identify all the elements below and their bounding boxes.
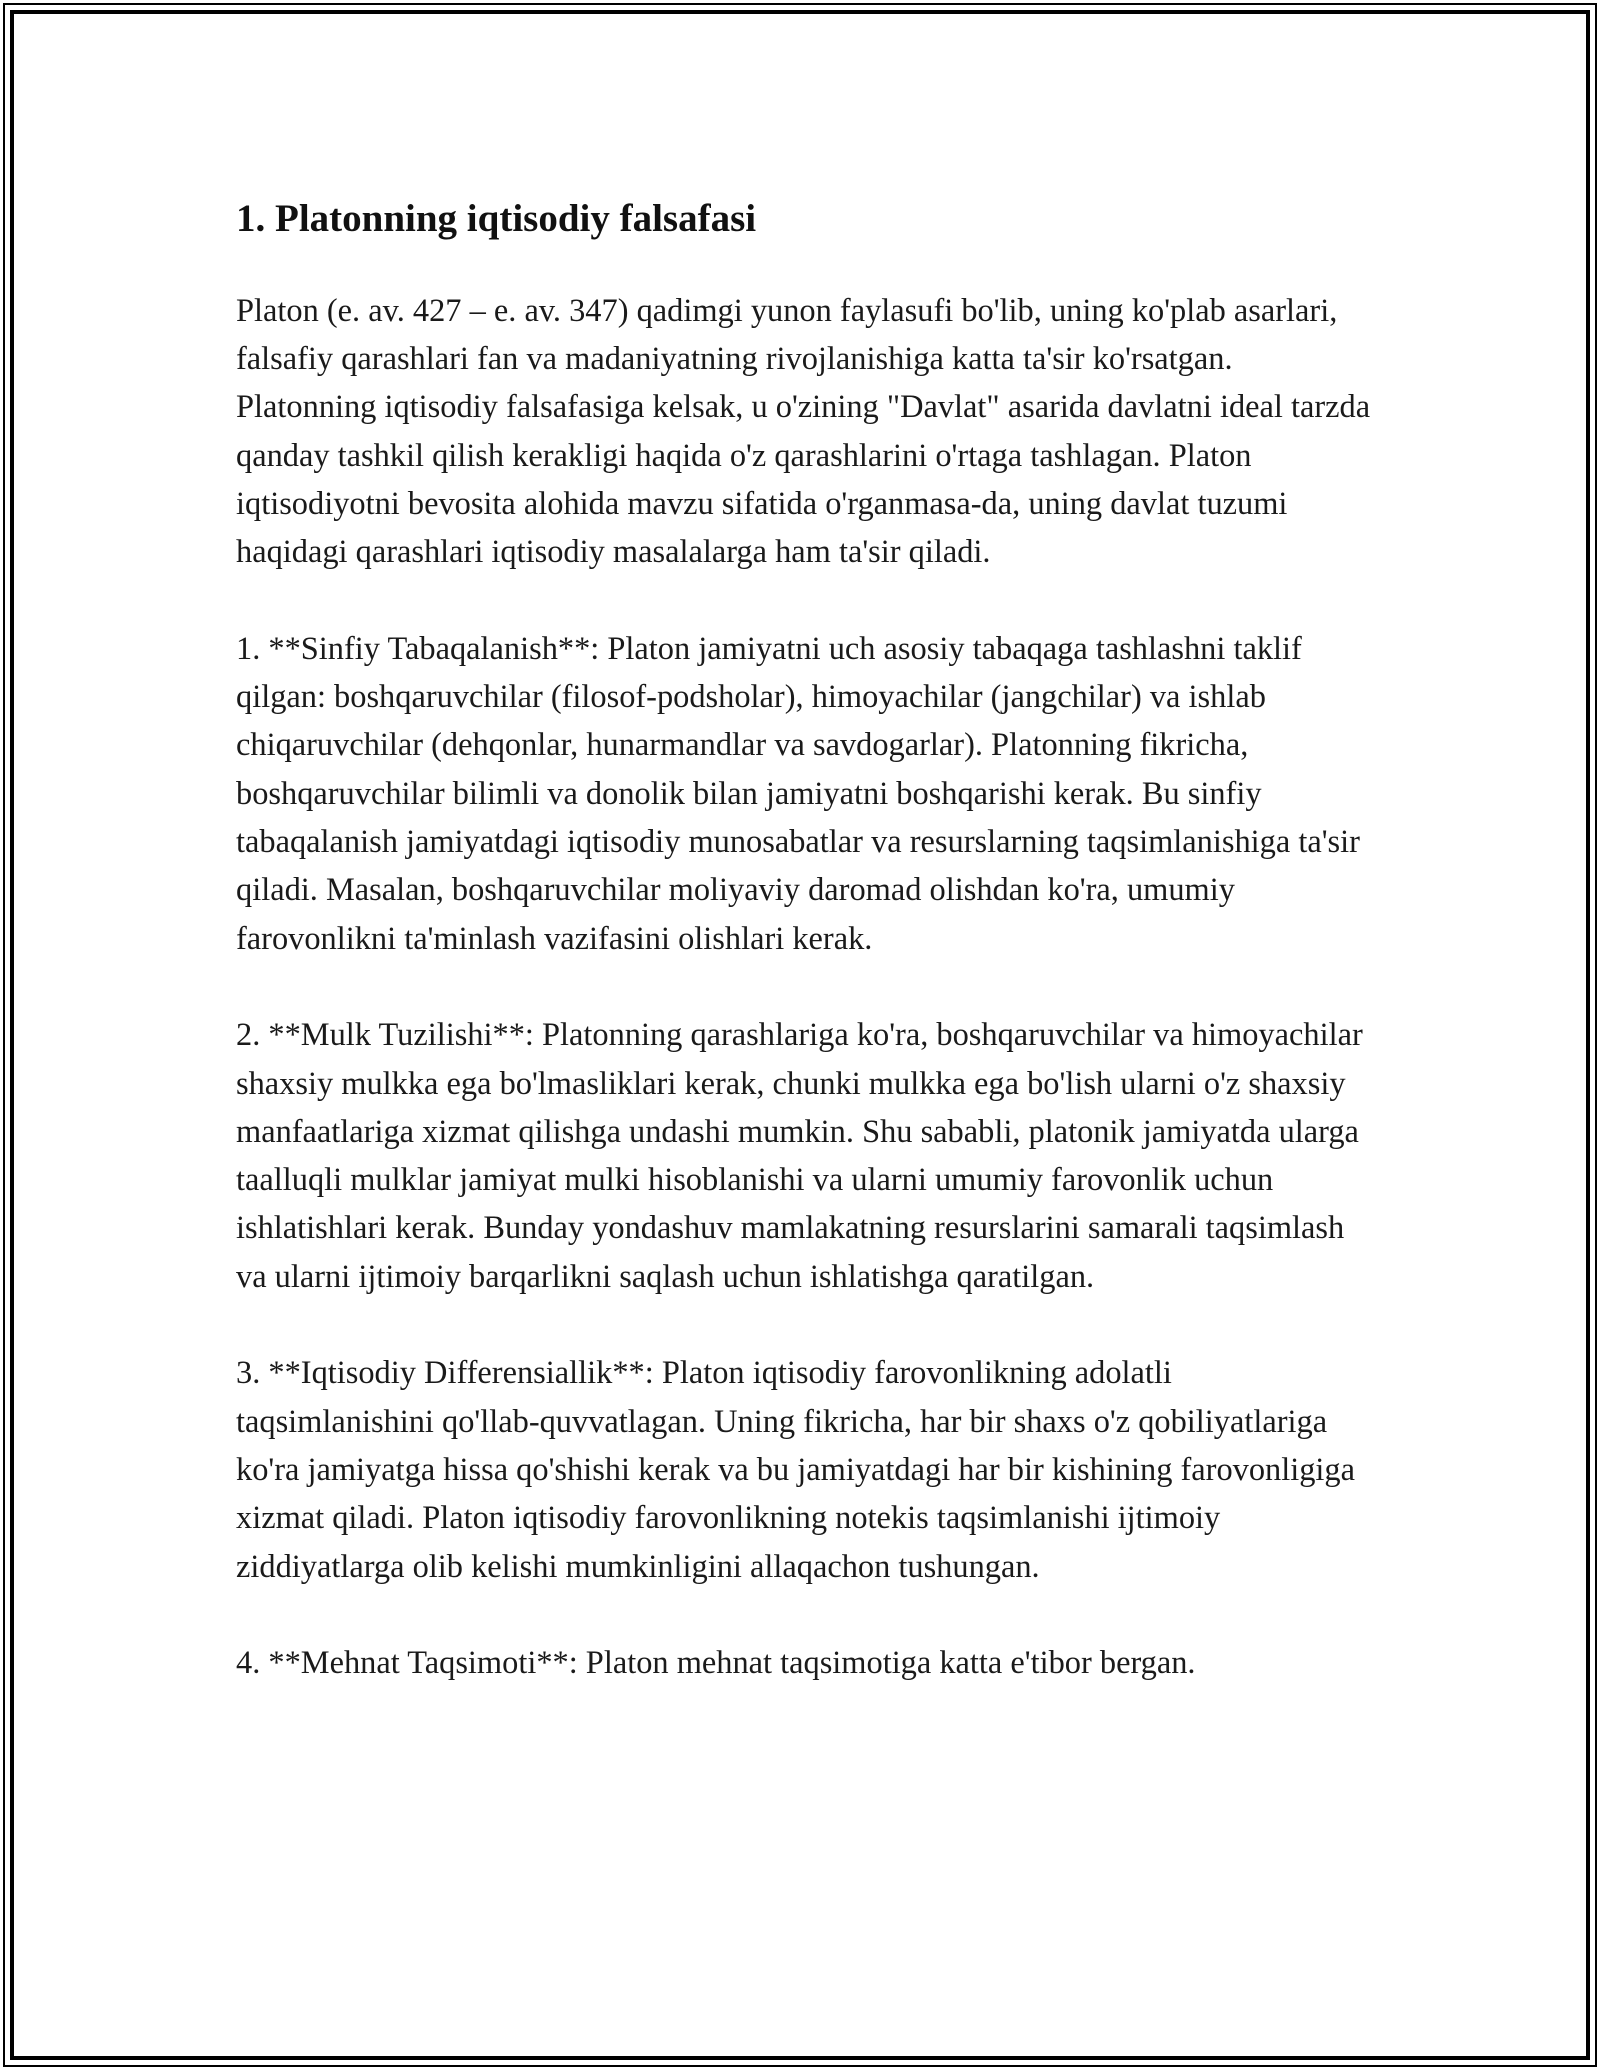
paragraph-mulk-tuzilishi: 2. **Mulk Tuzilishi**: Platonning qarashlariga ko'ra, boshqaruvchilar va himoyachilar shaxsiy mulkka ega bo'lmasliklari kerak, chunki mulkka ega bo'lish ularni o'z shaxsiy manfaatlariga xizmat qilishga undashi mumkin. Shu sababli, platonik jamiyatda ularga taalluqli mulklar jamiyat mulki hisoblanishi va ularni umumiy farovonlik uchun ishlatishlari kerak. Bunday yondashuv mamlakatning resurslarini samarali taqsimlash va ularni ijtimoiy barqarlikni saqlash uchun ishlatishga qaratilgan. xyxy=(236,1017,1363,1295)
document-body xyxy=(236,180,1376,1687)
paragraph-iqtisodiy-differensiallik: 3. **Iqtisodiy Differensiallik**: Platon iqtisodiy farovonlikning adolatli taqsimlanishini qo'llab-quvvatlagan. Uning fikricha, har bir shaxs o'z qobiliyatlariga ko'ra jamiyatga hissa qo'shishi kerak va bu jamiyatdagi har bir kishining farovonligiga xizmat qiladi. Platon iqtisodiy farovonlikning notekis taqsimlanishi ijtimoiy ziddiyatlarga olib kelishi mumkinligini allaqachon tushungan. xyxy=(236,1355,1355,1585)
paragraph-mehnat-taqsimoti: 4. **Mehnat Taqsimoti**: Platon mehnat taqsimotiga katta e'tibor bergan. xyxy=(236,1645,1196,1682)
section-heading: 1. Platonning iqtisodiy falsafasi xyxy=(236,197,757,240)
intro-paragraph: Platon (e. av. 427 – e. av. 347) qadimgi yunon faylasufi bo'lib, uning ko'plab asarlari, falsafiy qarashlari fan va madaniyatning rivojlanishiga katta ta'sir ko'rsatgan. Platonning iqtisodiy falsafasiga kelsak, u o'zining "Davlat" asarida davlatni ideal tarzda qanday tashkil qilish kerakligi haqida o'z qarashlarini o'rtaga tashlagan. Platon iqtisodiyotni bevosita alohida mavzu sifatida o'rganmasa-da, uning davlat tuzumi haqidagi qarashlari iqtisodiy masalalarga ham ta'sir qiladi. xyxy=(236,292,1371,571)
paragraph-sinfiy-tabaqalanish: 1. **Sinfiy Tabaqalanish**: Platon jamiyatni uch asosiy tabaqaga tashlashni taklif qilgan: boshqaruvchilar (filosof-podsholar), himoyachilar (jangchilar) va ishlab chiqaruvchilar (dehqonlar, hunarmandlar va savdogarlar). Platonning fikricha, boshqaruvchilar bilimli va donolik bilan jamiyatni boshqarishi kerak. Bu sinfiy tabaqalanish jamiyatdagi iqtisodiy munosabatlar va resurslarning taqsimlanishiga ta'sir qiladi. Masalan, boshqaruvchilar moliyaviy daromad olishdan ko'ra, umumiy farovonlikni ta'minlash vazifasini olishlari kerak. xyxy=(236,630,1360,957)
